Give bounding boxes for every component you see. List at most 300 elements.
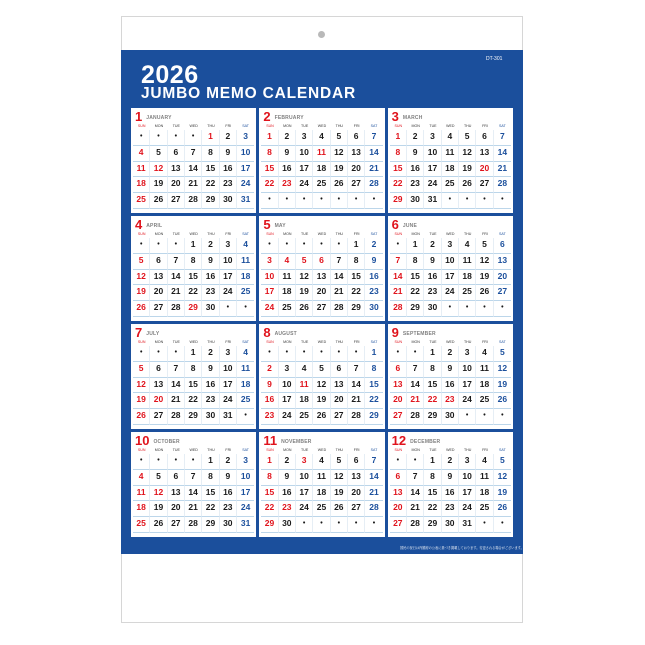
day-cell[interactable]: 9 xyxy=(279,146,296,162)
day-cell[interactable]: 31 xyxy=(237,193,254,209)
day-cell[interactable]: 28 xyxy=(168,409,185,425)
day-cell[interactable]: 4 xyxy=(133,470,150,486)
day-cell[interactable]: 6 xyxy=(476,130,493,146)
day-cell[interactable]: 9 xyxy=(279,470,296,486)
day-cell[interactable]: 10 xyxy=(459,470,476,486)
day-cell[interactable]: 22 xyxy=(424,501,441,517)
day-cell[interactable]: 3 xyxy=(442,238,459,254)
day-cell[interactable]: 15 xyxy=(185,378,202,394)
day-cell[interactable]: 26 xyxy=(150,193,167,209)
day-cell[interactable]: 15 xyxy=(407,270,424,286)
day-cell[interactable]: 27 xyxy=(150,409,167,425)
day-cell[interactable]: 13 xyxy=(313,270,330,286)
day-cell[interactable]: 18 xyxy=(476,378,493,394)
day-cell[interactable]: 18 xyxy=(442,162,459,178)
day-cell[interactable]: 17 xyxy=(237,486,254,502)
day-cell[interactable]: 4 xyxy=(442,130,459,146)
day-cell[interactable]: 26 xyxy=(494,501,511,517)
day-cell[interactable]: 9 xyxy=(407,146,424,162)
day-cell[interactable]: 29 xyxy=(348,301,365,317)
day-cell[interactable]: 12 xyxy=(494,470,511,486)
day-cell[interactable]: 8 xyxy=(185,362,202,378)
day-cell[interactable]: 21 xyxy=(365,486,382,502)
day-cell[interactable]: 27 xyxy=(476,177,493,193)
day-cell[interactable]: 7 xyxy=(390,254,407,270)
day-cell[interactable]: 27 xyxy=(313,301,330,317)
day-cell[interactable]: 23 xyxy=(202,285,219,301)
day-cell[interactable]: 21 xyxy=(168,393,185,409)
day-cell[interactable]: 25 xyxy=(237,393,254,409)
day-cell[interactable]: 26 xyxy=(459,177,476,193)
day-cell[interactable]: 9 xyxy=(202,362,219,378)
day-cell[interactable]: 20 xyxy=(390,393,407,409)
day-cell[interactable]: 21 xyxy=(331,285,348,301)
day-cell[interactable]: 21 xyxy=(365,162,382,178)
day-cell[interactable]: 11 xyxy=(279,270,296,286)
day-cell[interactable]: 7 xyxy=(494,130,511,146)
day-cell[interactable]: 16 xyxy=(261,393,278,409)
day-cell[interactable]: 26 xyxy=(476,285,493,301)
day-cell[interactable]: 24 xyxy=(442,285,459,301)
day-cell[interactable]: 30 xyxy=(202,301,219,317)
day-cell[interactable]: 20 xyxy=(348,162,365,178)
day-cell[interactable]: 3 xyxy=(459,454,476,470)
day-cell[interactable]: 18 xyxy=(459,270,476,286)
day-cell[interactable]: 23 xyxy=(442,501,459,517)
day-cell[interactable]: 10 xyxy=(296,470,313,486)
day-cell[interactable]: 30 xyxy=(279,517,296,533)
day-cell[interactable]: 23 xyxy=(220,501,237,517)
day-cell[interactable]: 5 xyxy=(494,454,511,470)
day-cell[interactable]: 31 xyxy=(459,517,476,533)
day-cell[interactable]: 11 xyxy=(237,362,254,378)
day-cell[interactable]: 4 xyxy=(296,362,313,378)
day-cell[interactable]: 24 xyxy=(424,177,441,193)
day-cell[interactable]: 19 xyxy=(331,162,348,178)
day-cell[interactable]: 13 xyxy=(348,470,365,486)
day-cell[interactable]: 25 xyxy=(476,393,493,409)
day-cell[interactable]: 17 xyxy=(424,162,441,178)
day-cell[interactable]: 17 xyxy=(459,378,476,394)
day-cell[interactable]: 5 xyxy=(313,362,330,378)
day-cell[interactable]: 24 xyxy=(296,501,313,517)
day-cell[interactable]: 19 xyxy=(494,486,511,502)
day-cell[interactable]: 2 xyxy=(365,238,382,254)
day-cell[interactable]: 6 xyxy=(494,238,511,254)
day-cell[interactable]: 29 xyxy=(390,193,407,209)
day-cell[interactable]: 2 xyxy=(279,130,296,146)
day-cell[interactable]: 24 xyxy=(237,501,254,517)
day-cell[interactable]: 1 xyxy=(202,130,219,146)
day-cell[interactable]: 12 xyxy=(150,162,167,178)
day-cell[interactable]: 16 xyxy=(279,162,296,178)
day-cell[interactable]: 10 xyxy=(220,254,237,270)
day-cell[interactable]: 11 xyxy=(313,470,330,486)
day-cell[interactable]: 27 xyxy=(348,501,365,517)
day-cell[interactable]: 14 xyxy=(494,146,511,162)
day-cell[interactable]: 20 xyxy=(494,270,511,286)
day-cell[interactable]: 21 xyxy=(348,393,365,409)
day-cell[interactable]: 19 xyxy=(133,393,150,409)
day-cell[interactable]: 16 xyxy=(442,378,459,394)
day-cell[interactable]: 29 xyxy=(424,409,441,425)
day-cell[interactable]: 12 xyxy=(133,270,150,286)
day-cell[interactable]: 7 xyxy=(168,254,185,270)
day-cell[interactable]: 28 xyxy=(494,177,511,193)
day-cell[interactable]: 14 xyxy=(185,162,202,178)
day-cell[interactable]: 2 xyxy=(424,238,441,254)
day-cell[interactable]: 18 xyxy=(476,486,493,502)
day-cell[interactable]: 31 xyxy=(220,409,237,425)
day-cell[interactable]: 19 xyxy=(476,270,493,286)
day-cell[interactable]: 5 xyxy=(331,454,348,470)
day-cell[interactable]: 3 xyxy=(424,130,441,146)
day-cell[interactable]: 8 xyxy=(390,146,407,162)
day-cell[interactable]: 14 xyxy=(331,270,348,286)
day-cell[interactable]: 24 xyxy=(459,501,476,517)
day-cell[interactable]: 2 xyxy=(220,454,237,470)
day-cell[interactable]: 23 xyxy=(261,409,278,425)
day-cell[interactable]: 29 xyxy=(185,301,202,317)
day-cell[interactable]: 30 xyxy=(407,193,424,209)
day-cell[interactable]: 10 xyxy=(261,270,278,286)
day-cell[interactable]: 27 xyxy=(168,193,185,209)
day-cell[interactable]: 1 xyxy=(261,130,278,146)
day-cell[interactable]: 17 xyxy=(296,162,313,178)
day-cell[interactable]: 22 xyxy=(261,501,278,517)
day-cell[interactable]: 24 xyxy=(279,409,296,425)
day-cell[interactable]: 6 xyxy=(348,130,365,146)
day-cell[interactable]: 24 xyxy=(220,285,237,301)
day-cell[interactable]: 10 xyxy=(442,254,459,270)
day-cell[interactable]: 28 xyxy=(407,517,424,533)
day-cell[interactable]: 1 xyxy=(390,130,407,146)
day-cell[interactable]: 8 xyxy=(202,470,219,486)
day-cell[interactable]: 15 xyxy=(348,270,365,286)
day-cell[interactable]: 4 xyxy=(313,454,330,470)
day-cell[interactable]: 5 xyxy=(296,254,313,270)
day-cell[interactable]: 17 xyxy=(442,270,459,286)
day-cell[interactable]: 21 xyxy=(407,393,424,409)
day-cell[interactable]: 9 xyxy=(424,254,441,270)
day-cell[interactable]: 22 xyxy=(365,393,382,409)
day-cell[interactable]: 16 xyxy=(220,162,237,178)
day-cell[interactable]: 30 xyxy=(424,301,441,317)
day-cell[interactable]: 7 xyxy=(168,362,185,378)
day-cell[interactable]: 22 xyxy=(202,177,219,193)
day-cell[interactable]: 17 xyxy=(220,270,237,286)
day-cell[interactable]: 28 xyxy=(365,177,382,193)
day-cell[interactable]: 18 xyxy=(296,393,313,409)
day-cell[interactable]: 23 xyxy=(279,501,296,517)
day-cell[interactable]: 12 xyxy=(331,146,348,162)
day-cell[interactable]: 25 xyxy=(133,517,150,533)
day-cell[interactable]: 29 xyxy=(407,301,424,317)
day-cell[interactable]: 12 xyxy=(494,362,511,378)
day-cell[interactable]: 8 xyxy=(424,362,441,378)
day-cell[interactable]: 14 xyxy=(390,270,407,286)
day-cell[interactable]: 13 xyxy=(150,378,167,394)
day-cell[interactable]: 8 xyxy=(407,254,424,270)
day-cell[interactable]: 21 xyxy=(168,285,185,301)
day-cell[interactable]: 1 xyxy=(365,346,382,362)
day-cell[interactable]: 5 xyxy=(133,362,150,378)
day-cell[interactable]: 18 xyxy=(133,501,150,517)
day-cell[interactable]: 27 xyxy=(494,285,511,301)
day-cell[interactable]: 12 xyxy=(476,254,493,270)
day-cell[interactable]: 13 xyxy=(348,146,365,162)
day-cell[interactable]: 21 xyxy=(407,501,424,517)
day-cell[interactable]: 17 xyxy=(220,378,237,394)
day-cell[interactable]: 2 xyxy=(442,454,459,470)
day-cell[interactable]: 6 xyxy=(331,362,348,378)
day-cell[interactable]: 18 xyxy=(313,162,330,178)
day-cell[interactable]: 7 xyxy=(185,470,202,486)
day-cell[interactable]: 15 xyxy=(424,486,441,502)
day-cell[interactable]: 4 xyxy=(459,238,476,254)
day-cell[interactable]: 23 xyxy=(220,177,237,193)
day-cell[interactable]: 14 xyxy=(348,378,365,394)
day-cell[interactable]: 29 xyxy=(365,409,382,425)
day-cell[interactable]: 9 xyxy=(220,470,237,486)
day-cell[interactable]: 15 xyxy=(261,486,278,502)
day-cell[interactable]: 26 xyxy=(296,301,313,317)
day-cell[interactable]: 20 xyxy=(168,501,185,517)
day-cell[interactable]: 25 xyxy=(313,501,330,517)
day-cell[interactable]: 23 xyxy=(407,177,424,193)
day-cell[interactable]: 31 xyxy=(424,193,441,209)
day-cell[interactable]: 10 xyxy=(237,470,254,486)
day-cell[interactable]: 13 xyxy=(168,486,185,502)
day-cell[interactable]: 12 xyxy=(313,378,330,394)
day-cell[interactable]: 24 xyxy=(296,177,313,193)
day-cell[interactable]: 26 xyxy=(331,177,348,193)
day-cell[interactable]: 25 xyxy=(133,193,150,209)
day-cell[interactable]: 22 xyxy=(261,177,278,193)
day-cell[interactable]: 10 xyxy=(459,362,476,378)
day-cell[interactable]: 20 xyxy=(150,285,167,301)
day-cell[interactable]: 6 xyxy=(348,454,365,470)
day-cell[interactable]: 6 xyxy=(313,254,330,270)
day-cell[interactable]: 29 xyxy=(185,409,202,425)
day-cell[interactable]: 11 xyxy=(476,362,493,378)
day-cell[interactable]: 5 xyxy=(331,130,348,146)
day-cell[interactable]: 5 xyxy=(494,346,511,362)
day-cell[interactable]: 8 xyxy=(424,470,441,486)
day-cell[interactable]: 18 xyxy=(279,285,296,301)
day-cell[interactable]: 30 xyxy=(442,517,459,533)
day-cell[interactable]: 11 xyxy=(476,470,493,486)
day-cell[interactable]: 26 xyxy=(133,301,150,317)
day-cell[interactable]: 30 xyxy=(365,301,382,317)
day-cell[interactable]: 23 xyxy=(424,285,441,301)
day-cell[interactable]: 1 xyxy=(202,454,219,470)
day-cell[interactable]: 3 xyxy=(220,238,237,254)
day-cell[interactable]: 2 xyxy=(202,346,219,362)
day-cell[interactable]: 29 xyxy=(202,193,219,209)
day-cell[interactable]: 3 xyxy=(459,346,476,362)
day-cell[interactable]: 12 xyxy=(133,378,150,394)
day-cell[interactable]: 22 xyxy=(348,285,365,301)
day-cell[interactable]: 15 xyxy=(202,486,219,502)
day-cell[interactable]: 13 xyxy=(168,162,185,178)
day-cell[interactable]: 19 xyxy=(331,486,348,502)
day-cell[interactable]: 17 xyxy=(237,162,254,178)
day-cell[interactable]: 11 xyxy=(296,378,313,394)
day-cell[interactable]: 16 xyxy=(424,270,441,286)
day-cell[interactable]: 14 xyxy=(407,486,424,502)
day-cell[interactable]: 3 xyxy=(261,254,278,270)
day-cell[interactable]: 9 xyxy=(261,378,278,394)
day-cell[interactable]: 24 xyxy=(261,301,278,317)
day-cell[interactable]: 24 xyxy=(459,393,476,409)
day-cell[interactable]: 15 xyxy=(261,162,278,178)
day-cell[interactable]: 20 xyxy=(390,501,407,517)
day-cell[interactable]: 21 xyxy=(185,177,202,193)
day-cell[interactable]: 16 xyxy=(202,270,219,286)
day-cell[interactable]: 22 xyxy=(185,285,202,301)
day-cell[interactable]: 17 xyxy=(459,486,476,502)
day-cell[interactable]: 23 xyxy=(202,393,219,409)
day-cell[interactable]: 27 xyxy=(331,409,348,425)
day-cell[interactable]: 6 xyxy=(390,470,407,486)
day-cell[interactable]: 19 xyxy=(133,285,150,301)
day-cell[interactable]: 19 xyxy=(150,501,167,517)
day-cell[interactable]: 19 xyxy=(494,378,511,394)
day-cell[interactable]: 30 xyxy=(220,193,237,209)
day-cell[interactable]: 6 xyxy=(150,362,167,378)
day-cell[interactable]: 12 xyxy=(331,470,348,486)
day-cell[interactable]: 16 xyxy=(365,270,382,286)
day-cell[interactable]: 27 xyxy=(348,177,365,193)
day-cell[interactable]: 15 xyxy=(390,162,407,178)
day-cell[interactable]: 7 xyxy=(348,362,365,378)
day-cell[interactable]: 12 xyxy=(459,146,476,162)
day-cell[interactable]: 20 xyxy=(348,486,365,502)
day-cell[interactable]: 22 xyxy=(424,393,441,409)
day-cell[interactable]: 23 xyxy=(279,177,296,193)
day-cell[interactable]: 11 xyxy=(313,146,330,162)
day-cell[interactable]: 12 xyxy=(296,270,313,286)
day-cell[interactable]: 26 xyxy=(494,393,511,409)
day-cell[interactable]: 29 xyxy=(424,517,441,533)
day-cell[interactable]: 27 xyxy=(390,517,407,533)
day-cell[interactable]: 14 xyxy=(365,470,382,486)
day-cell[interactable]: 19 xyxy=(313,393,330,409)
day-cell[interactable]: 25 xyxy=(442,177,459,193)
day-cell[interactable]: 28 xyxy=(407,409,424,425)
day-cell[interactable]: 16 xyxy=(220,486,237,502)
day-cell[interactable]: 20 xyxy=(313,285,330,301)
day-cell[interactable]: 29 xyxy=(202,517,219,533)
day-cell[interactable]: 8 xyxy=(348,254,365,270)
day-cell[interactable]: 11 xyxy=(442,146,459,162)
day-cell[interactable]: 14 xyxy=(365,146,382,162)
day-cell[interactable]: 19 xyxy=(150,177,167,193)
day-cell[interactable]: 2 xyxy=(202,238,219,254)
day-cell[interactable]: 15 xyxy=(424,378,441,394)
day-cell[interactable]: 14 xyxy=(168,270,185,286)
day-cell[interactable]: 8 xyxy=(202,146,219,162)
day-cell[interactable]: 1 xyxy=(185,346,202,362)
day-cell[interactable]: 5 xyxy=(150,146,167,162)
day-cell[interactable]: 23 xyxy=(442,393,459,409)
day-cell[interactable]: 26 xyxy=(331,501,348,517)
day-cell[interactable]: 4 xyxy=(476,454,493,470)
day-cell[interactable]: 9 xyxy=(442,470,459,486)
day-cell[interactable]: 30 xyxy=(442,409,459,425)
day-cell[interactable]: 7 xyxy=(365,454,382,470)
day-cell[interactable]: 13 xyxy=(331,378,348,394)
day-cell[interactable]: 4 xyxy=(476,346,493,362)
day-cell[interactable]: 18 xyxy=(313,486,330,502)
day-cell[interactable]: 28 xyxy=(185,517,202,533)
day-cell[interactable]: 3 xyxy=(237,454,254,470)
day-cell[interactable]: 27 xyxy=(168,517,185,533)
day-cell[interactable]: 20 xyxy=(476,162,493,178)
day-cell[interactable]: 16 xyxy=(442,486,459,502)
day-cell[interactable]: 25 xyxy=(313,177,330,193)
day-cell[interactable]: 22 xyxy=(390,177,407,193)
day-cell[interactable]: 28 xyxy=(390,301,407,317)
day-cell[interactable]: 17 xyxy=(296,486,313,502)
day-cell[interactable]: 21 xyxy=(494,162,511,178)
day-cell[interactable]: 16 xyxy=(202,378,219,394)
day-cell[interactable]: 4 xyxy=(133,146,150,162)
day-cell[interactable]: 8 xyxy=(365,362,382,378)
day-cell[interactable]: 31 xyxy=(237,517,254,533)
day-cell[interactable]: 25 xyxy=(279,301,296,317)
day-cell[interactable]: 3 xyxy=(296,454,313,470)
day-cell[interactable]: 15 xyxy=(185,270,202,286)
day-cell[interactable]: 9 xyxy=(202,254,219,270)
day-cell[interactable]: 10 xyxy=(220,362,237,378)
day-cell[interactable]: 30 xyxy=(202,409,219,425)
day-cell[interactable]: 16 xyxy=(407,162,424,178)
day-cell[interactable]: 23 xyxy=(365,285,382,301)
day-cell[interactable]: 3 xyxy=(296,130,313,146)
day-cell[interactable]: 4 xyxy=(279,254,296,270)
day-cell[interactable]: 25 xyxy=(459,285,476,301)
day-cell[interactable]: 3 xyxy=(279,362,296,378)
day-cell[interactable]: 17 xyxy=(261,285,278,301)
day-cell[interactable]: 1 xyxy=(424,454,441,470)
day-cell[interactable]: 1 xyxy=(424,346,441,362)
day-cell[interactable]: 18 xyxy=(237,378,254,394)
day-cell[interactable]: 18 xyxy=(237,270,254,286)
day-cell[interactable]: 27 xyxy=(150,301,167,317)
day-cell[interactable]: 10 xyxy=(237,146,254,162)
day-cell[interactable]: 7 xyxy=(185,146,202,162)
day-cell[interactable]: 14 xyxy=(407,378,424,394)
day-cell[interactable]: 13 xyxy=(494,254,511,270)
day-cell[interactable]: 20 xyxy=(331,393,348,409)
day-cell[interactable]: 2 xyxy=(442,346,459,362)
day-cell[interactable]: 18 xyxy=(133,177,150,193)
day-cell[interactable]: 19 xyxy=(296,285,313,301)
day-cell[interactable]: 22 xyxy=(202,501,219,517)
day-cell[interactable]: 11 xyxy=(133,162,150,178)
day-cell[interactable]: 1 xyxy=(348,238,365,254)
day-cell[interactable]: 3 xyxy=(220,346,237,362)
day-cell[interactable]: 30 xyxy=(220,517,237,533)
day-cell[interactable]: 2 xyxy=(407,130,424,146)
day-cell[interactable]: 7 xyxy=(365,130,382,146)
day-cell[interactable]: 14 xyxy=(185,486,202,502)
day-cell[interactable]: 6 xyxy=(168,146,185,162)
day-cell[interactable]: 28 xyxy=(168,301,185,317)
day-cell[interactable]: 20 xyxy=(150,393,167,409)
